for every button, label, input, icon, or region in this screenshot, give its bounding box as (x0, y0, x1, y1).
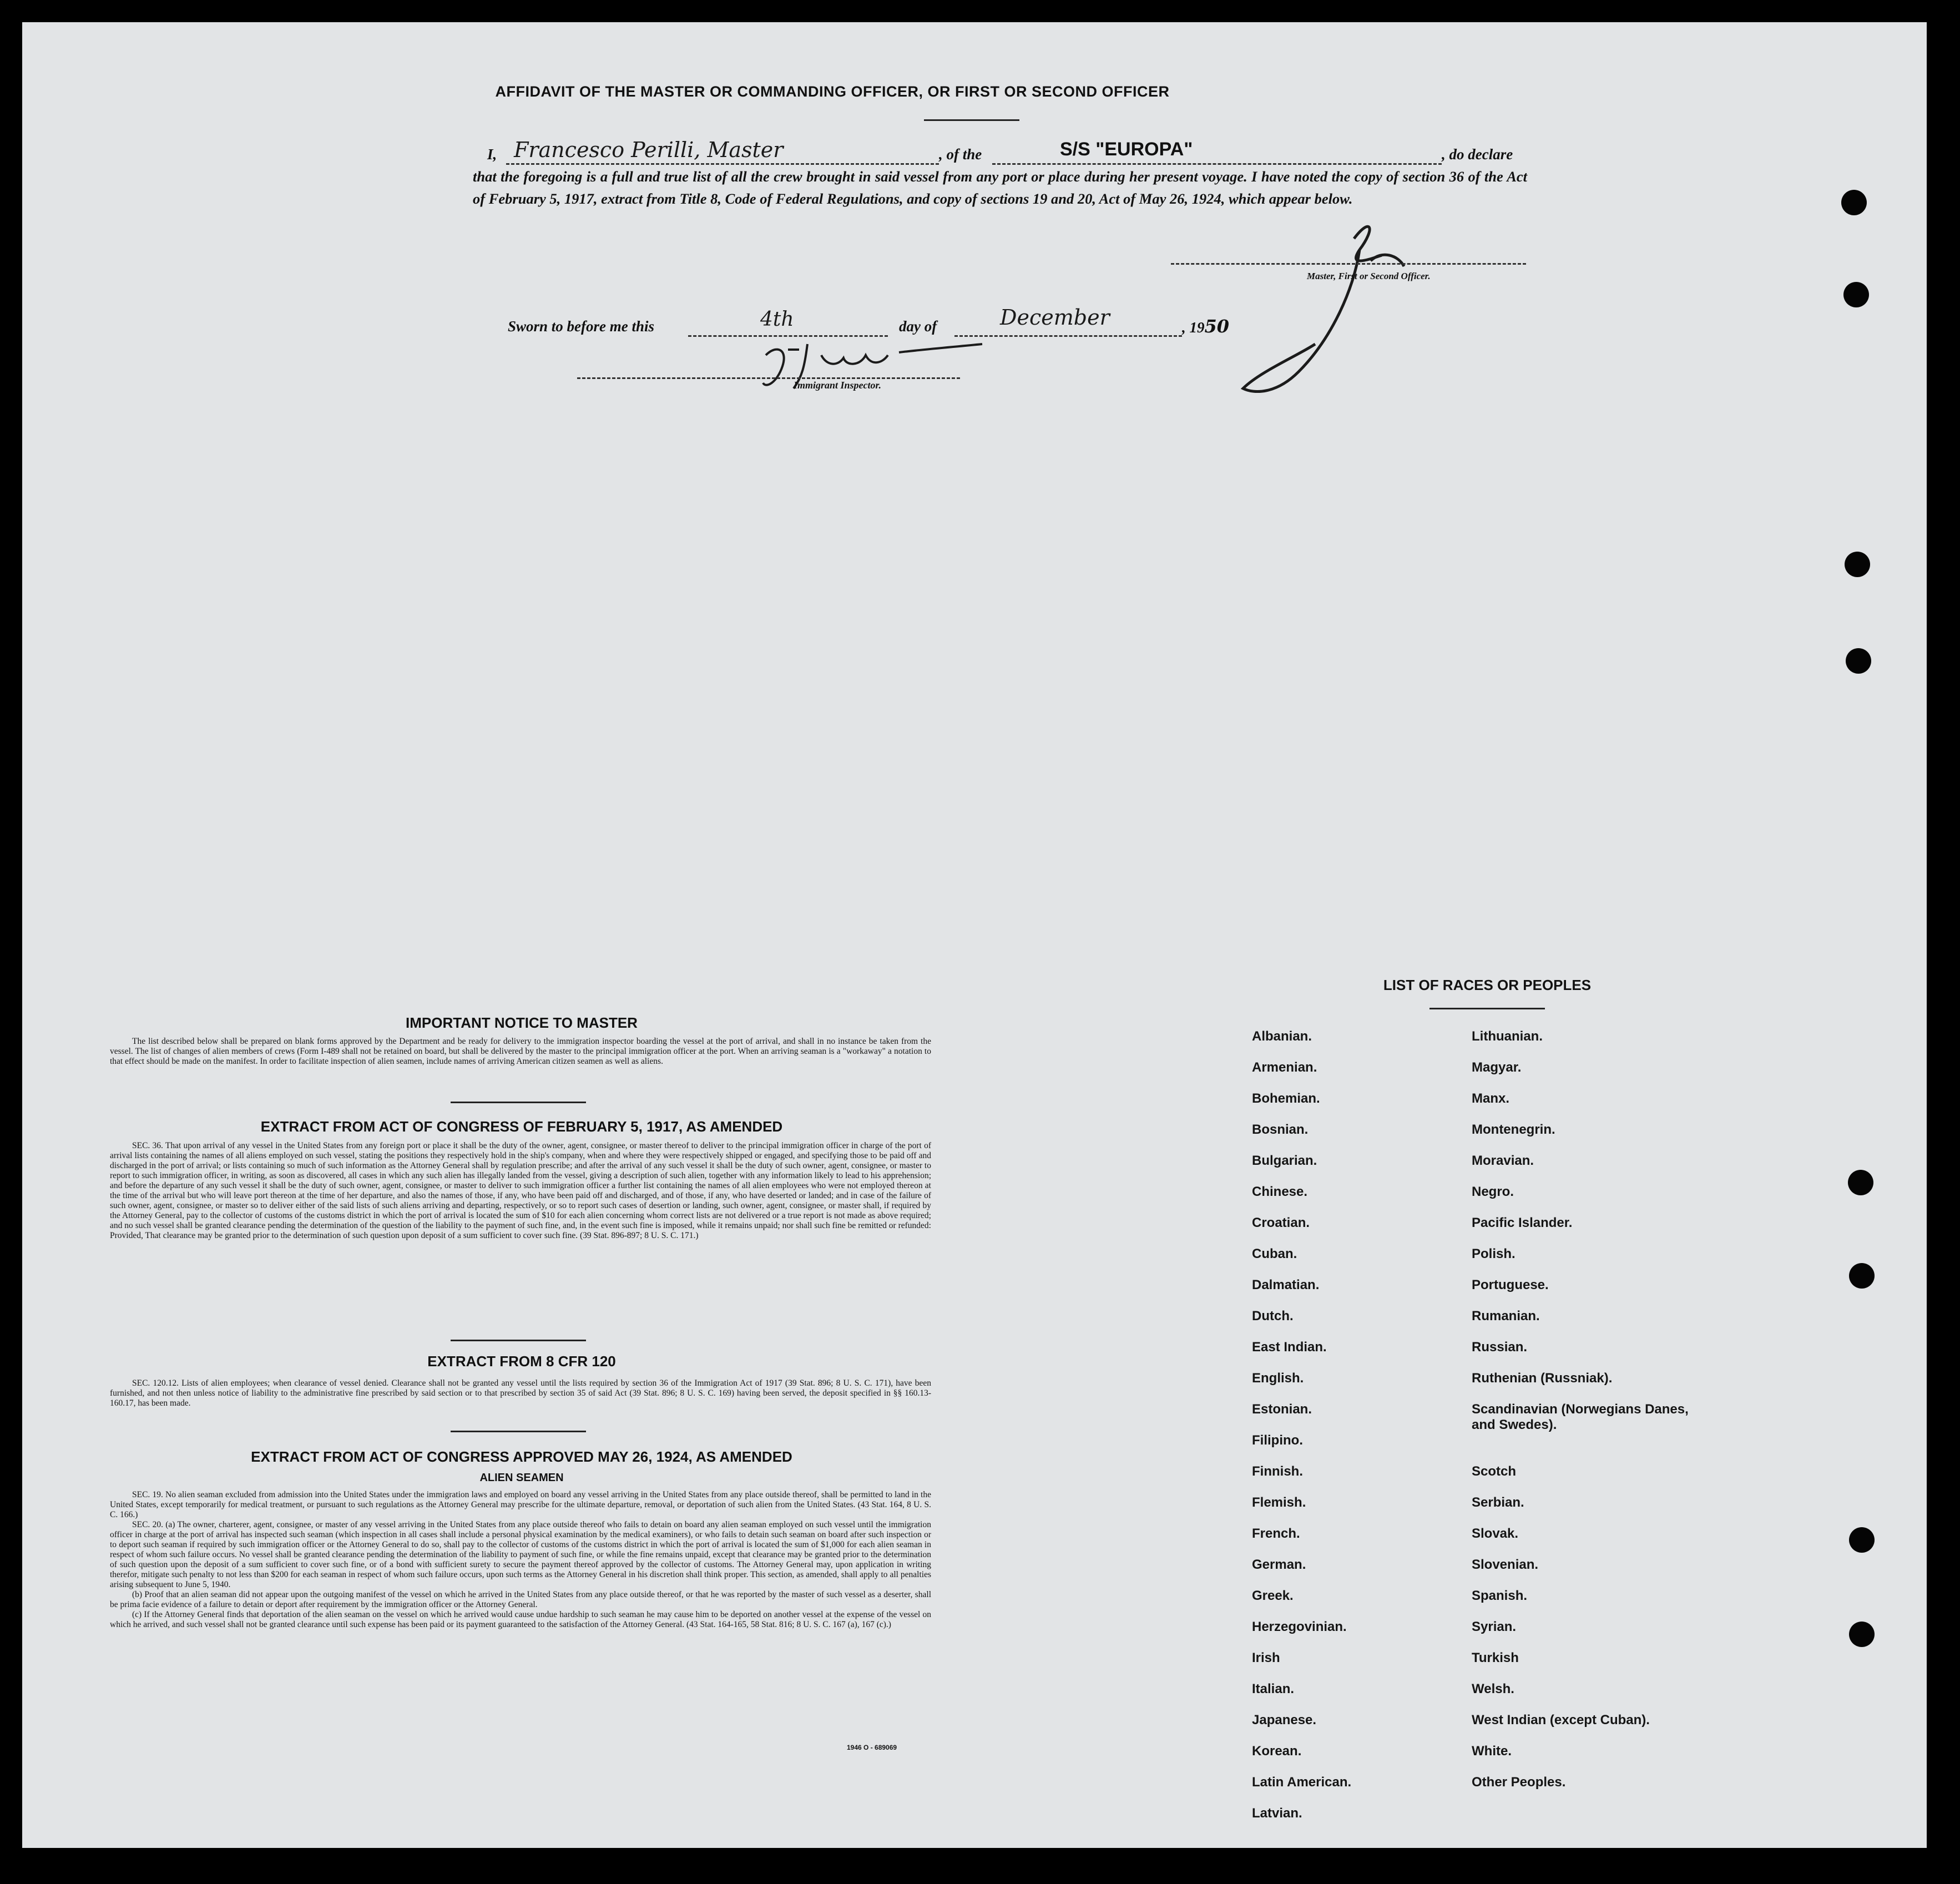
race-item: Negro. (1472, 1184, 1514, 1199)
print-code: 1946 O - 689069 (847, 1744, 897, 1751)
race-item: Turkish (1472, 1650, 1519, 1665)
race-item: Latvian. (1252, 1806, 1302, 1821)
sworn-day-label: day of (899, 318, 937, 335)
race-item: Dutch. (1252, 1309, 1294, 1324)
race-item: Lithuanian. (1472, 1029, 1543, 1044)
race-item: Bosnian. (1252, 1122, 1309, 1137)
race-item: Slovak. (1472, 1526, 1519, 1541)
race-item: Chinese. (1252, 1184, 1308, 1199)
alien-seamen-subtitle: ALIEN SEAMEN (479, 1472, 564, 1484)
race-item: Rumanian. (1472, 1309, 1540, 1324)
race-item: Albanian. (1252, 1029, 1312, 1044)
race-item: Scandinavian (Norwegians Danes, and Swedes). (1472, 1402, 1689, 1432)
section-120-12-paragraph: SEC. 120.12. Lists of alien employees; when clearance of vessel denied. Clearance shall not be granted any vessel until the lists required by section 36 of the Immigration Act of 1917 (39 Stat. 896; 8 U. S. C. 171), have been furnished, and not then unless notice of liability to the administrative fine prescribed by said section or to that prescribed by section 35 of said Act (39 Stat. 896; 8 U. S. C. 169) having been served, the deposit specified in §§ 160.13-160.17, has been made. (110, 1378, 931, 1408)
punch-hole (1848, 1170, 1873, 1195)
race-item: Armenian. (1252, 1060, 1317, 1075)
race-item: Estonian. (1252, 1402, 1312, 1417)
race-item: Croatian. (1252, 1215, 1310, 1230)
punch-hole (1849, 1622, 1875, 1647)
extract-1917-title: EXTRACT FROM ACT OF CONGRESS OF FEBRUARY 5, 1917, AS AMENDED (260, 1118, 783, 1135)
affidavit-of-the: , of the (939, 146, 982, 163)
race-item: Welsh. (1472, 1681, 1514, 1696)
race-item: Japanese. (1252, 1713, 1317, 1728)
race-item: Finnish. (1252, 1464, 1303, 1479)
name-field-line (506, 163, 939, 165)
master-caption: Master, First or Second Officer. (1307, 271, 1431, 281)
cfr-text (110, 1378, 931, 1408)
affidavit-prefix: I, (487, 146, 497, 163)
divider (451, 1431, 586, 1432)
divider (924, 119, 1019, 121)
inspector-signature-line (577, 377, 960, 379)
divider (1429, 1008, 1545, 1009)
race-item: Portuguese. (1472, 1277, 1549, 1292)
section-20c-paragraph: (c) If the Attorney General finds that deportation of the alien seaman on the vessel on which he arrived would cause undue hardship to such seaman he may cause him to be deported on another vessel at the expense of the vessel on which he arrived, and such vessel shall not be granted clearance until such expense has been paid or its payment guaranteed to the satisfaction of the Attorney General. (43 Stat. 164-165, 58 Stat. 816; 8 U. S. C. 167 (a), 167 (c).) (110, 1610, 931, 1629)
race-item: Herzegovinian. (1252, 1619, 1347, 1634)
race-item: Slovenian. (1472, 1557, 1539, 1572)
race-item: Italian. (1252, 1681, 1295, 1696)
race-item: West Indian (except Cuban). (1472, 1713, 1650, 1728)
affidavit-body: that the foregoing is a full and true list of all the crew brought in said vessel from any port or place during her present voyage. I have noted the copy of section 36 of the Act of February 5, 1917, extract from Title 8, Code of Federal Regulations, and copy of sections 19 and 20, Act of May 26, 1924, which appear below. (473, 168, 1527, 207)
race-item: Polish. (1472, 1246, 1516, 1261)
punch-hole (1846, 648, 1871, 674)
race-item: English. (1252, 1371, 1304, 1386)
race-item: Manx. (1472, 1091, 1510, 1106)
inspector-caption: Immigrant Inspector. (794, 380, 882, 391)
race-item: Serbian. (1472, 1495, 1524, 1510)
race-item: Korean. (1252, 1744, 1302, 1759)
affidavit-line-1 (487, 143, 497, 165)
race-item: Montenegrin. (1472, 1122, 1555, 1137)
race-item: Flemish. (1252, 1495, 1306, 1510)
race-item: Bohemian. (1252, 1091, 1320, 1106)
race-item: Ruthenian (Russniak). (1472, 1371, 1613, 1386)
sworn-day: 4th (760, 308, 794, 331)
master-signature-line (1171, 263, 1526, 265)
punch-hole (1849, 1263, 1875, 1289)
section-36-paragraph: SEC. 36. That upon arrival of any vessel in the United States from any foreign port or place it shall be the duty of the owner, agent, consignee, or master thereof to deliver to the principal immigration officer in charge of the port of arrival lists containing the names of all aliens employed on such vessel, stating the positions they respectively hold in the ship's company, when and where they were respectively shipped or engaged, and specifying those to be paid off and discharged in the port of arrival; or lists containing so much of such information as the Attorney General shall by regulation prescribe; and after the arrival of any such vessel it shall be the duty of such owner, agent, consignee, or master to report to such immigration officer, in writing, as soon as discovered, all cases in which any such alien has illegally landed from the vessel, giving a description of such alien, together with any information likely to lead to his apprehension; and before the departure of any such vessel it shall be the duty of such owner, agent, consignee, or master to deliver to such immigration officer a further list containing the names of all alien employees who were not employed thereon at the time of the arrival but who will leave port thereon at the time of her departure, and also the names of those, if any, who have been paid off and discharged, and of those, if any, who have deserted or landed; and in case of the failure of such owner, agent, consignee, or master so to deliver either of the said lists of such aliens arriving and departing, respectively, or so to report such cases of desertion or landing, such owner, agent, consignee, or master shall, if required by the Attorney General, pay to the collector of customs of the customs district in which the port of arrival is located the sum of $10 for each alien concerning whom correct lists are not delivered or a true report is not made as above required; and no such vessel shall be granted clearance pending the determination of the question of the liability to the payment of such fine, and, in the event such fine is imposed, while it remains unpaid; nor shall such fine be remitted or refunded: Provided, That clearance may be granted prior to the determination of such question upon deposit of a sum sufficient to cover such fine. (39 Stat. 896-897; 8 U. S. C. 171.) (110, 1141, 931, 1240)
sworn-year-value: 50 (1204, 316, 1230, 337)
race-item: White. (1472, 1744, 1512, 1759)
punch-hole (1841, 190, 1867, 215)
race-item: Moravian. (1472, 1153, 1534, 1168)
race-item: East Indian. (1252, 1340, 1327, 1355)
document-page (22, 22, 1927, 1848)
cfr-title: EXTRACT FROM 8 CFR 120 (427, 1353, 616, 1370)
extract-1924-text (110, 1490, 931, 1630)
vessel-field-line (992, 163, 1442, 165)
punch-hole (1843, 282, 1869, 307)
declarant-name: Francesco Perilli, Master (514, 138, 784, 162)
races-title: LIST OF RACES OR PEOPLES (1383, 977, 1592, 993)
extract-1917-text (110, 1141, 931, 1241)
race-item: French. (1252, 1526, 1300, 1541)
affidavit-title: AFFIDAVIT OF THE MASTER OR COMMANDING OFFICER, OR FIRST OR SECOND OFFICER (495, 83, 1170, 100)
race-item: Scotch (1472, 1464, 1517, 1479)
race-item: Spanish. (1472, 1588, 1528, 1603)
race-item: Dalmatian. (1252, 1277, 1320, 1292)
race-item: Syrian. (1472, 1619, 1517, 1634)
divider (451, 1340, 586, 1341)
month-field-line (954, 335, 1182, 337)
sworn-prefix: Sworn to before me this (508, 318, 655, 335)
section-19-paragraph: SEC. 19. No alien seaman excluded from admission into the United States under the immigration laws and employed on board any vessel arriving in the United States from any place outside thereof, shall be permitted to land in the United States, except temporarily for medical treatment, or pursuant to such regulations as the Attorney General may prescribe for the ultimate departure, removal, or deportation of such alien from the United States. (43 Stat. 164, 8 U. S. C. 166.) (110, 1490, 931, 1519)
notice-text (110, 1037, 931, 1067)
section-20b-paragraph: (b) Proof that an alien seaman did not appear upon the outgoing manifest of the vessel on which he arrived in the United States from any place outside thereof, or that he was reported by the master of such vessel as a deserter, shall be prima facie evidence of a failure to detain or deport after requirement by the immigration officer or the Attorney General. (110, 1590, 931, 1609)
sworn-year (1182, 315, 1229, 339)
sworn-month: December (1000, 305, 1110, 330)
race-item: Latin American. (1252, 1775, 1352, 1790)
divider (451, 1102, 586, 1103)
race-item: Greek. (1252, 1588, 1294, 1603)
race-item: Irish (1252, 1650, 1280, 1665)
punch-hole (1849, 1527, 1875, 1553)
punch-hole (1845, 552, 1870, 577)
extract-1924-title: EXTRACT FROM ACT OF CONGRESS APPROVED MAY 26, 1924, AS AMENDED (251, 1448, 792, 1465)
sworn-year-prefix: , 19 (1182, 319, 1205, 336)
affidavit-do-declare: , do declare (1442, 146, 1513, 163)
notice-title: IMPORTANT NOTICE TO MASTER (406, 1014, 638, 1031)
race-item: Magyar. (1472, 1060, 1522, 1075)
section-20a-paragraph: SEC. 20. (a) The owner, charterer, agent, consignee, or master of any vessel arriving in the United States from any place outside thereof who fails to detain on board any alien seaman employed on such vessel until the immigration officer in charge at the port of arrival has inspected such seaman (which inspection in all cases shall include a personal physical examination by the medical examiners), or who fails to detain such seaman on board after such inspection or to deport such seaman if required by such immigration officer or the Attorney General to do so, shall pay to the collector of customs of the customs district in which the port of arrival is located the sum of $1,000 for each alien seaman in respect of whom such failure occurs. No vessel shall be granted clearance pending the determination of the liability to payment of such fine, or while the fine remains unpaid, except that clearance may be granted prior to the determination of such question upon the deposit of a sum sufficient to cover such fine, or of a bond with sufficient surety to secure the payment thereof approved by the collector of customs. The Attorney General may, upon application in writing therefor, mitigate such penalty to not less than $200 for each seaman in respect of whom such failure occurs, upon such terms as the Attorney General in his discretion shall think proper. This section, as amended, shall apply to all penalties arising subsequent to June 5, 1940. (110, 1520, 931, 1589)
race-item: Pacific Islander. (1472, 1215, 1573, 1230)
race-item: Other Peoples. (1472, 1775, 1566, 1790)
race-item: Cuban. (1252, 1246, 1297, 1261)
notice-paragraph: The list described below shall be prepared on blank forms approved by the Department and be ready for delivery to the immigration inspector boarding the vessel at the port of arrival, and shall in no instance be taken from the vessel. The list of changes of alien members of crews (Form I-489 shall not be retained on board, but shall be delivered by the master to the principal immigration officer at the port. When an arriving seaman is a "workaway" a notation to that effect should be made on the manifest. In order to facilitate inspection of alien seamen, include names of arriving American citizen seamen as well as aliens. (110, 1037, 931, 1066)
vessel-name: S/S "EUROPA" (1060, 139, 1193, 160)
race-item: Filipino. (1252, 1433, 1303, 1448)
race-item: Bulgarian. (1252, 1153, 1317, 1168)
race-item: Russian. (1472, 1340, 1528, 1355)
master-signature (1232, 205, 1410, 405)
race-item: German. (1252, 1557, 1306, 1572)
